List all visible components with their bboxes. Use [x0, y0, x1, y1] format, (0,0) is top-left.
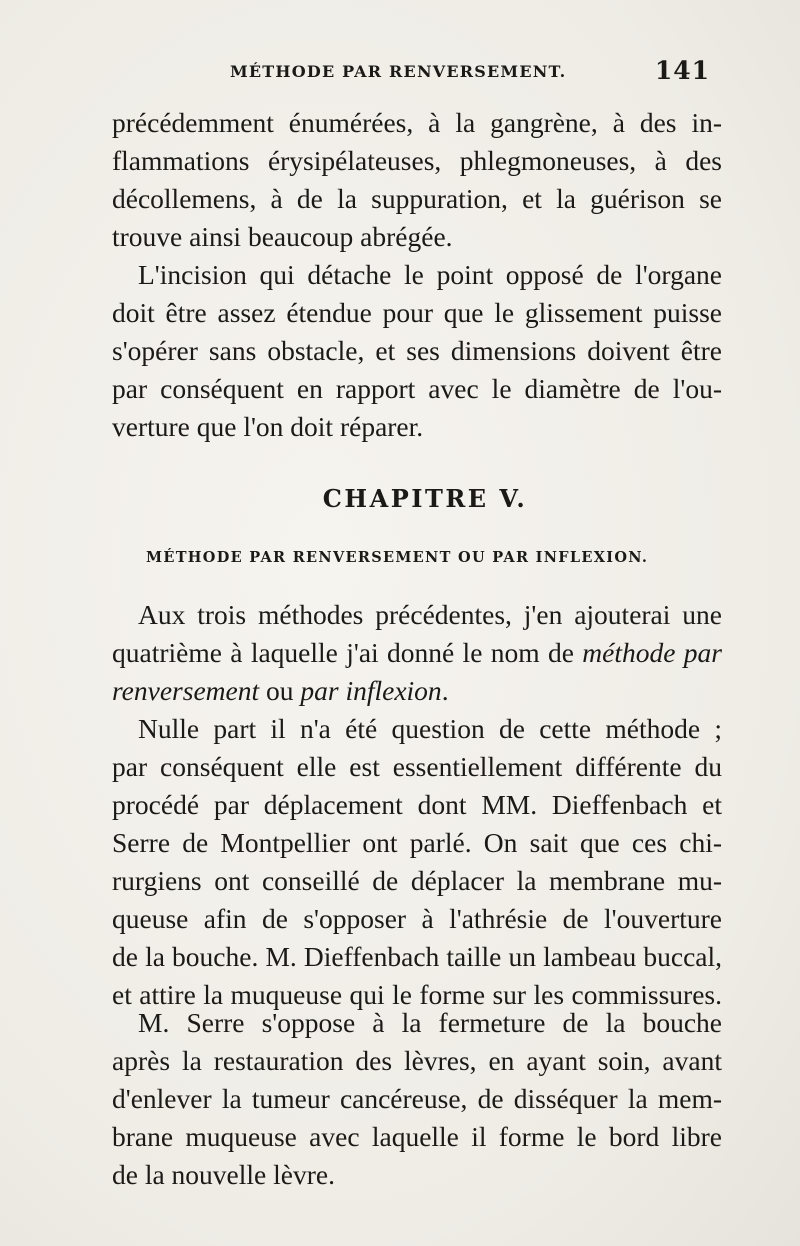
text-line: précédemment énumérées, à la gangrène, à des in- [112, 107, 722, 138]
text-span: ou [259, 675, 301, 706]
paragraph-5 [112, 1004, 722, 1194]
text-line: rurgiens ont conseillé de déplacer la membrane mu- [112, 865, 722, 896]
text-span: . [441, 675, 449, 706]
text-line: Nulle part il n'a été question de cette méthode ; [138, 713, 722, 744]
text-line: brane muqueuse avec laquelle il forme le bord libre [112, 1121, 722, 1152]
paragraph-3 [112, 596, 722, 710]
text-line: d'enlever la tumeur cancéreuse, de disséquer la mem- [112, 1083, 722, 1114]
text-line: de la bouche. M. Dieffenbach taille un lambeau buccal, [112, 941, 722, 972]
chapter-title: CHAPITRE V. [322, 484, 528, 513]
paragraph-1 [112, 104, 722, 256]
text-line: s'opérer sans obstacle, et ses dimensions doivent être [112, 335, 722, 366]
text-line: M. Serre s'oppose à la fermeture de la bouche [138, 1007, 722, 1038]
text-line [112, 672, 722, 710]
text-line: procédé par déplacement dont MM. Dieffenbach et [112, 789, 722, 820]
text-line: flammations érysipélateuses, phlegmoneuses, à des [112, 145, 722, 176]
text-line: de la nouvelle lèvre. [112, 1159, 335, 1190]
text-line: et attire la muqueuse qui le forme sur les commissures. [112, 979, 722, 1010]
italic-term: renversement [112, 675, 260, 706]
text-line: doit être assez étendue pour que le glissement puisse [112, 297, 722, 328]
text-line: par conséquent en rapport avec le diamètre de l'ou- [112, 373, 722, 404]
italic-term: méthode par [582, 637, 722, 668]
text-span: quatrième à laquelle j'ai donné le nom de [112, 637, 583, 668]
text-line: Serre de Montpellier ont parlé. On sait que ces chi- [112, 827, 722, 858]
text-line: queuse afin de s'opposer à l'athrésie de l'ouverture [112, 903, 722, 934]
text-line: après la restauration des lèvres, en ayant soin, avant [112, 1045, 722, 1076]
page-number: 141 [654, 56, 710, 85]
paragraph-4 [112, 710, 722, 1014]
text-line [112, 634, 722, 672]
paragraph-2 [112, 256, 722, 446]
text-line: par conséquent elle est essentiellement différente du [112, 751, 722, 782]
chapter-subtitle: MÉTHODE PAR RENVERSEMENT OU PAR INFLEXION. [146, 549, 649, 566]
running-title: MÉTHODE PAR RENVERSEMENT. [230, 62, 567, 81]
text-line: L'incision qui détache le point opposé de l'organe [138, 259, 722, 290]
text-line: verture que l'on doit réparer. [112, 411, 424, 442]
text-line: décollemens, à de la suppuration, et la guérison se [112, 183, 722, 214]
running-head [112, 56, 718, 90]
text-line: trouve ainsi beaucoup abrégée. [112, 221, 453, 252]
text-line: Aux trois méthodes précédentes, j'en ajouterai une [138, 599, 722, 630]
italic-term: par inflexion [300, 675, 442, 706]
